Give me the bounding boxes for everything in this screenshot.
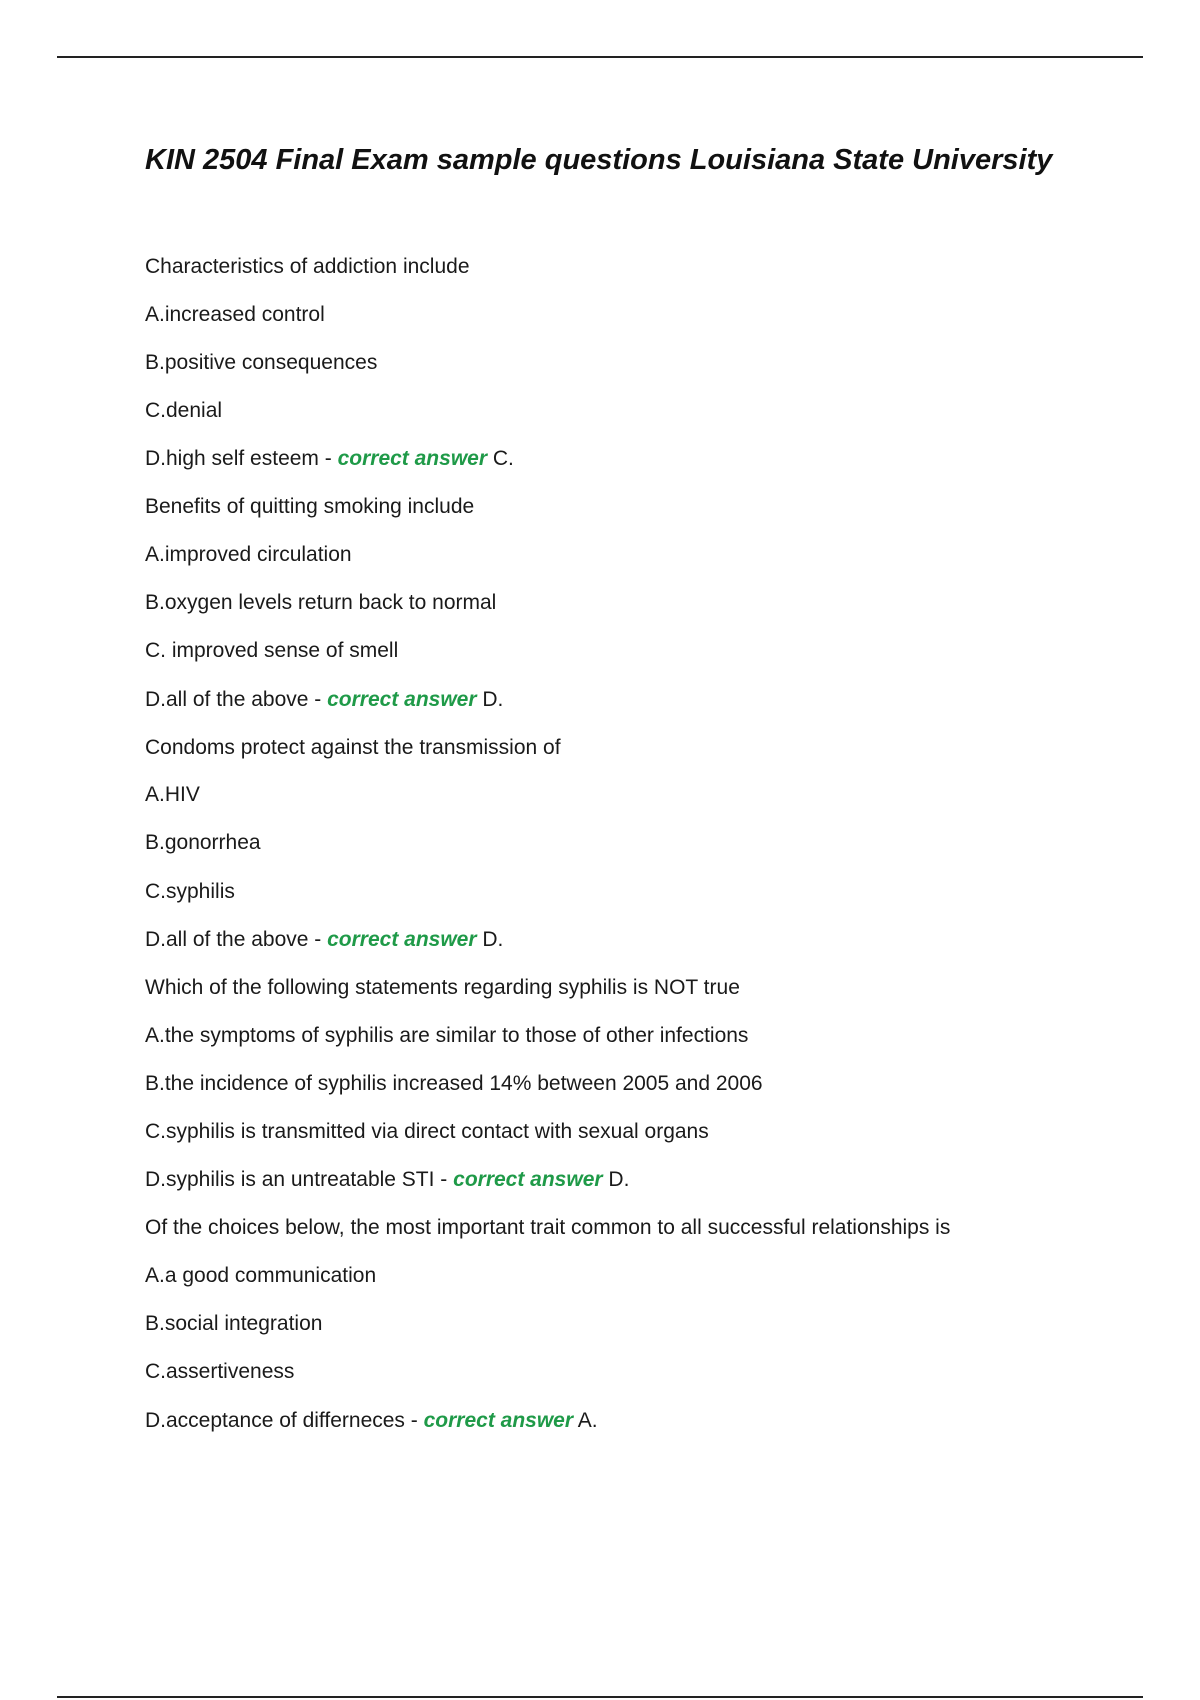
answer-option: B.the incidence of syphilis increased 14% between 2005 and 2006 xyxy=(145,1071,763,1095)
answer-separator: - xyxy=(308,687,328,711)
correct-answer-value: D. xyxy=(608,1168,630,1192)
answer-separator: - xyxy=(308,927,328,951)
correct-answer-value: A. xyxy=(577,1408,598,1432)
question-block xyxy=(145,733,1095,973)
question-block xyxy=(145,492,1095,732)
answer-option: D.syphilis is an untreatable STI xyxy=(145,1168,435,1192)
answer-option: C.syphilis is transmitted via direct contact with sexual organs xyxy=(145,1120,709,1143)
answer-option: A.the symptoms of syphilis are similar to those of other infections xyxy=(145,1023,749,1047)
answer-separator: - xyxy=(434,1168,454,1192)
answer-option: C.denial xyxy=(145,398,223,422)
answer-separator: - xyxy=(318,447,338,471)
answer-option: B.positive consequences xyxy=(145,350,378,374)
answer-option: C.syphilis xyxy=(145,879,235,903)
answer-option: B.oxygen levels return back to normal xyxy=(145,591,497,615)
question-prompt: Of the choices below, the most important trait common to all successful relationships is xyxy=(145,1216,951,1240)
footer-rule xyxy=(57,1696,1143,1698)
question-prompt: Benefits of quitting smoking include xyxy=(145,495,475,519)
question-block xyxy=(145,252,1095,492)
correct-answer-value: D. xyxy=(482,927,504,951)
answer-option-with-key xyxy=(145,685,1095,733)
question-prompt: Characteristics of addiction include xyxy=(145,255,470,278)
answer-option: D.all of the above xyxy=(145,927,309,951)
answer-option: B.gonorrhea xyxy=(145,831,261,855)
correct-answer-label: correct answer xyxy=(453,1168,603,1192)
question-prompt: Which of the following statements regarding syphilis is NOT true xyxy=(145,976,740,1000)
answer-option: A.HIV xyxy=(145,783,200,807)
answer-option-with-key xyxy=(145,1406,1095,1454)
document-title: KIN 2504 Final Exam sample questions Louisiana State University xyxy=(145,144,1053,176)
correct-answer-label: correct answer xyxy=(327,927,477,951)
answer-option-with-key xyxy=(145,1165,1095,1213)
correct-answer-label: correct answer xyxy=(337,447,488,471)
answer-option-with-key xyxy=(145,925,1095,973)
question-block xyxy=(145,973,1095,1213)
answer-option: D.all of the above xyxy=(145,687,309,711)
answer-option: D.acceptance of differneces xyxy=(145,1408,405,1432)
answer-option: A.a good communication xyxy=(145,1263,377,1287)
question-list xyxy=(145,252,1095,1454)
correct-answer-label: correct answer xyxy=(423,1408,574,1432)
answer-option: C. improved sense of smell xyxy=(145,639,399,663)
answer-option: D.high self esteem xyxy=(145,447,319,471)
answer-option: C.assertiveness xyxy=(145,1360,295,1384)
answer-separator: - xyxy=(404,1408,424,1432)
question-block xyxy=(145,1213,1095,1453)
correct-answer-value: C. xyxy=(492,447,514,471)
question-prompt: Condoms protect against the transmission of xyxy=(145,735,561,759)
correct-answer-label: correct answer xyxy=(327,687,477,711)
answer-option: A.increased control xyxy=(145,302,325,326)
answer-option: A.improved circulation xyxy=(145,542,352,566)
header-rule xyxy=(57,56,1143,58)
answer-option: B.social integration xyxy=(145,1312,323,1336)
answer-option-with-key xyxy=(145,444,1095,492)
correct-answer-value: D. xyxy=(482,687,504,711)
